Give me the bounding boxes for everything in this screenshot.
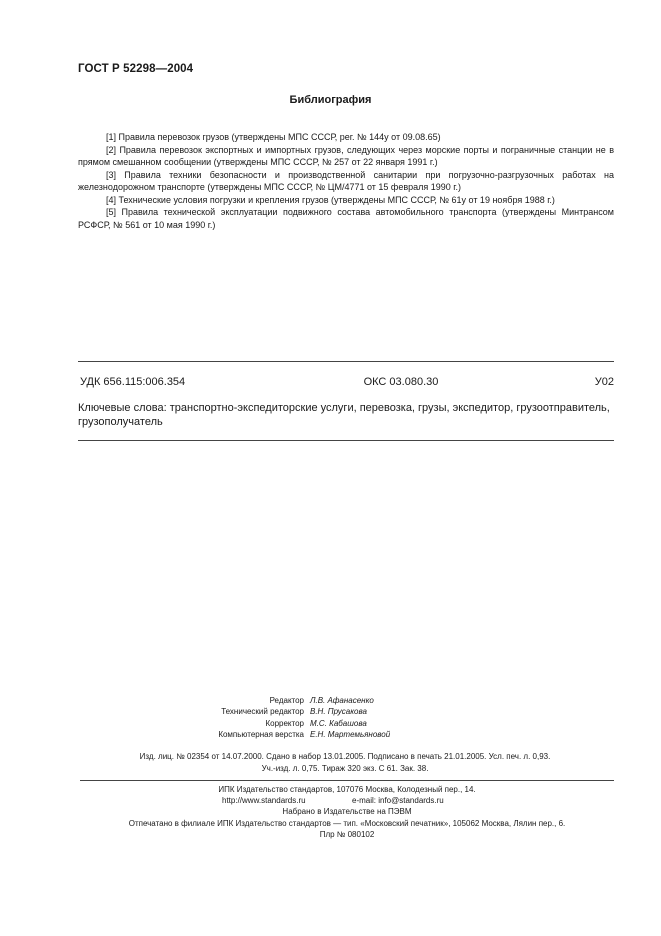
keywords: Ключевые слова: транспортно-экспедиторские услуги, перевозка, грузы, экспедитор, грузоотправитель, грузополучатель [78,402,610,428]
publisher-contacts [80,795,614,806]
divider-imprint [80,780,614,781]
staff-name: М.С. Кабашова [310,718,367,728]
staff-row [160,706,470,717]
staff-credits [160,695,470,740]
printing-note: Отпечатано в филиале ИПК Издательство стандартов — тип. «Московский печатник», 105062 Москва, Лялин пер., 6. [128,818,566,828]
staff-row [160,729,470,740]
email-link[interactable]: e-mail: info@standards.ru [352,796,444,806]
staff-role: Корректор [265,718,304,728]
bibliography-item: [3] Правила техники безопасности и производственной санитарии при погрузочно-разгрузочных работах на железнодорожном транспорте (утверждены МПС СССР, № ЦМ/4771 от 15 февраля 1990 г.) [78,169,614,192]
bibliography-title: Библиография [289,94,372,106]
bibliography-item: [2] Правила перевозок экспортных и импортных грузов, следующих через морские порты и пограничные станции не в прямом смешанном сообщении (утверждены МПС СССР, № 257 от 22 января 1991 г.) [78,144,614,167]
staff-name: В.Н. Прусакова [310,707,367,717]
staff-name: Л.В. Афанасенко [310,696,374,705]
staff-role: Редактор [269,696,304,705]
group-code: У02 [594,376,614,388]
bibliography-item: [1] Правила перевозок грузов (утверждены МПС СССР, рег. № 144у от 09.08.65) [106,132,441,142]
classification-row [80,376,614,388]
oks-code: ОКС 03.080.30 [363,376,439,388]
divider-top [78,361,614,362]
typeset-note: Набрано в Издательстве на ПЭВМ [282,807,412,817]
website-link[interactable]: http://www.standards.ru [222,796,306,806]
divider-bottom [78,440,614,441]
publisher-imprint [80,784,614,840]
staff-name: Е.Н. Мартемьяновой [310,729,391,739]
standard-header: ГОСТ Р 52298—2004 [78,63,194,75]
staff-role: Технический редактор [221,707,304,717]
bibliography-item: [5] Правила технической эксплуатации подвижного состава автомобильного транспорта (утверждены Минтрансом РСФСР, № 561 от 10 мая 1990 г.) [78,207,614,230]
bibliography-item: [4] Технические условия погрузки и крепления грузов (утверждены МПС СССР, № 61у от 19 ноября 1988 г.) [106,194,555,205]
staff-row [160,718,470,729]
staff-role: Компьютерная верстка [218,729,304,739]
publisher-address: ИПК Издательство стандартов, 107076 Москва, Колодезный пер., 14. [218,785,476,794]
bibliography-list [78,131,614,231]
staff-row [160,695,470,706]
print-line: Уч.-изд. л. 0,75. Тираж 320 экз. С 61. Зак. 38. [261,763,429,773]
udk-code: УДК 656.115:006.354 [80,376,186,388]
license-number: Плр № 080102 [319,829,375,839]
print-line: Изд. лиц. № 02354 от 14.07.2000. Сдано в набор 13.01.2005. Подписано в печать 21.01.2005. Усл. печ. л. 0,93. [139,752,551,761]
print-details [95,751,595,774]
